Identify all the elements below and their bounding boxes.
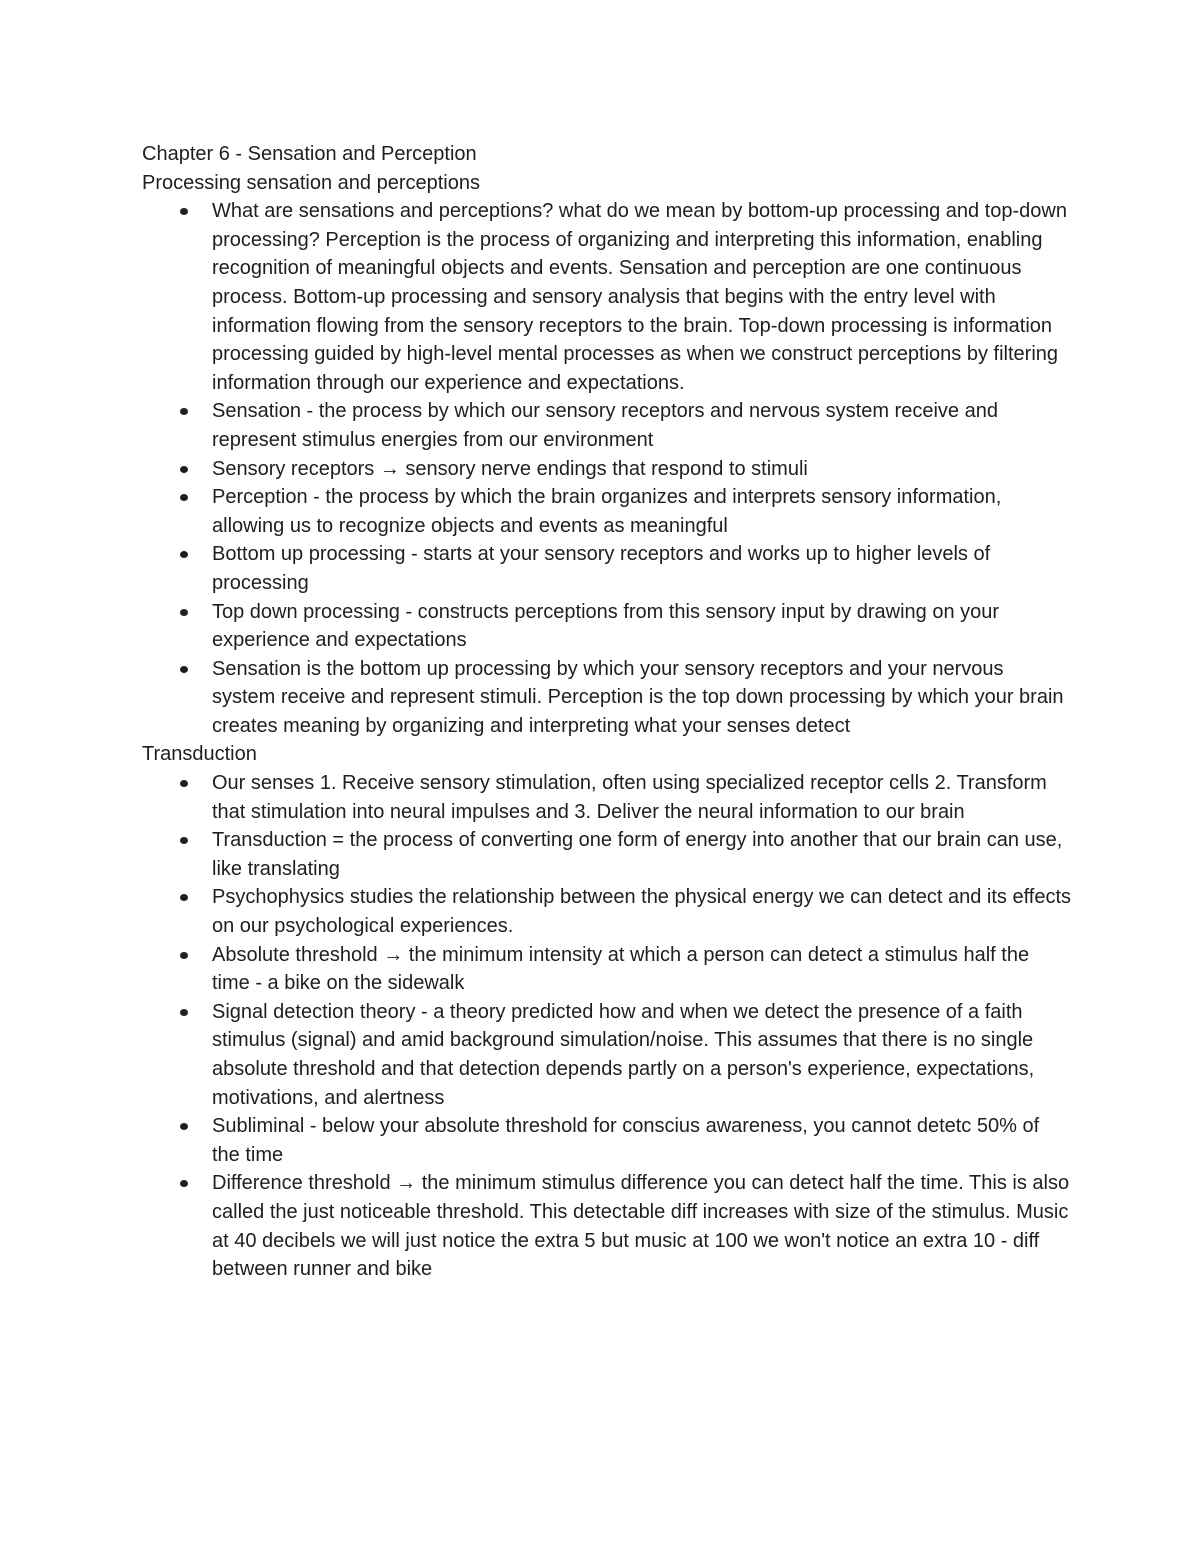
bullet-item [212, 397, 1072, 454]
bullet-text: Absolute threshold → the minimum intensity at which a person can detect a stimulus half the time - a bike on the sidewalk [212, 943, 1030, 995]
bullet-item [212, 998, 1072, 1112]
bullet-text: What are sensations and perceptions? what do we mean by bottom-up processing and top-down processing? Perception is the process of organizing and interpreting this information, enabling recognition of meaningful objects and events. Sensation and perception are one continuous process. Bottom-up processing and sensory analysis that begins with the entry level with information flowing from the sensory receptors to the brain. Top-down processing is information processing guided by high-level mental processes as when we construct perceptions by filtering information through our experience and expectations. [212, 200, 1067, 394]
bullet-dot-icon [180, 551, 188, 558]
bullet-dot-icon [180, 780, 188, 787]
bullet-dot-icon [180, 952, 188, 959]
bullet-dot-icon [180, 837, 188, 844]
bullet-list-transduction [142, 769, 1072, 1284]
bullet-item [212, 941, 1072, 998]
bullet-item [212, 483, 1072, 540]
bullet-item [212, 655, 1072, 741]
bullet-text: Difference threshold → the minimum stimulus difference you can detect half the time. This is also called the just noticeable threshold. This detectable diff increases with size of the stimulus. Music at 40 decibels we will just notice the extra 5 but music at 100 we won't notice an extra 10 - diff between runner and bike [212, 1172, 1070, 1281]
bullet-text: Perception - the process by which the brain organizes and interprets sensory information, allowing us to recognize objects and events as meaningful [212, 486, 1002, 537]
bullet-dot-icon [180, 1009, 188, 1016]
bullet-text: Sensation is the bottom up processing by which your sensory receptors and your nervous system receive and represent stimuli. Perception is the top down processing by which your brain creates meaning by organizing and interpreting what your senses detect [212, 657, 1064, 737]
bullet-item [212, 1112, 1072, 1169]
bullet-text: Bottom up processing - starts at your sensory receptors and works up to higher levels of processing [212, 543, 991, 594]
bullet-dot-icon [180, 1180, 188, 1187]
bullet-dot-icon [180, 208, 188, 215]
bullet-text: Sensory receptors → sensory nerve endings that respond to stimuli [212, 457, 808, 480]
bullet-dot-icon [180, 408, 188, 415]
bullet-text: Sensation - the process by which our sensory receptors and nervous system receive and represent stimulus energies from our environment [212, 400, 998, 451]
bullet-dot-icon [180, 1123, 188, 1130]
bullet-item [212, 540, 1072, 597]
bullet-item [212, 883, 1072, 940]
document-title: Chapter 6 - Sensation and Perception [142, 143, 477, 165]
bullet-item [212, 598, 1072, 655]
bullet-dot-icon [180, 666, 188, 673]
bullet-dot-icon [180, 466, 188, 473]
bullet-item [212, 197, 1072, 397]
bullet-text: Top down processing - constructs perceptions from this sensory input by drawing on your experience and expectations [212, 600, 1000, 652]
section-heading-transduction: Transduction [142, 743, 257, 766]
section-heading-processing: Processing sensation and perceptions [142, 171, 480, 194]
bullet-dot-icon [180, 894, 188, 901]
bullet-text: Subliminal - below your absolute threshold for conscius awareness, you cannot detetc 50% of the time [212, 1115, 1040, 1166]
bullet-item [212, 769, 1072, 826]
bullet-text: Psychophysics studies the relationship between the physical energy we can detect and its effects on our psychological experiences. [212, 886, 1072, 938]
bullet-item [212, 455, 1072, 484]
bullet-dot-icon [180, 609, 188, 616]
bullet-text: Transduction = the process of converting one form of energy into another that our brain can use, like translating [212, 829, 1063, 880]
bullet-text: Our senses 1. Receive sensory stimulation, often using specialized receptor cells 2. Transform that stimulation into neural impulses and 3. Deliver the neural information to our brain [212, 772, 1047, 823]
bullet-dot-icon [180, 494, 188, 501]
bullet-item [212, 1169, 1072, 1283]
document-page [142, 140, 1072, 1284]
bullet-text: Signal detection theory - a theory predicted how and when we detect the presence of a faith stimulus (signal) and amid background simulation/noise. This assumes that there is no single absolute threshold and that detection depends partly on a person's experience, expectations, motivations, and alertness [212, 1000, 1035, 1109]
bullet-list-processing [142, 197, 1072, 740]
bullet-item [212, 826, 1072, 883]
